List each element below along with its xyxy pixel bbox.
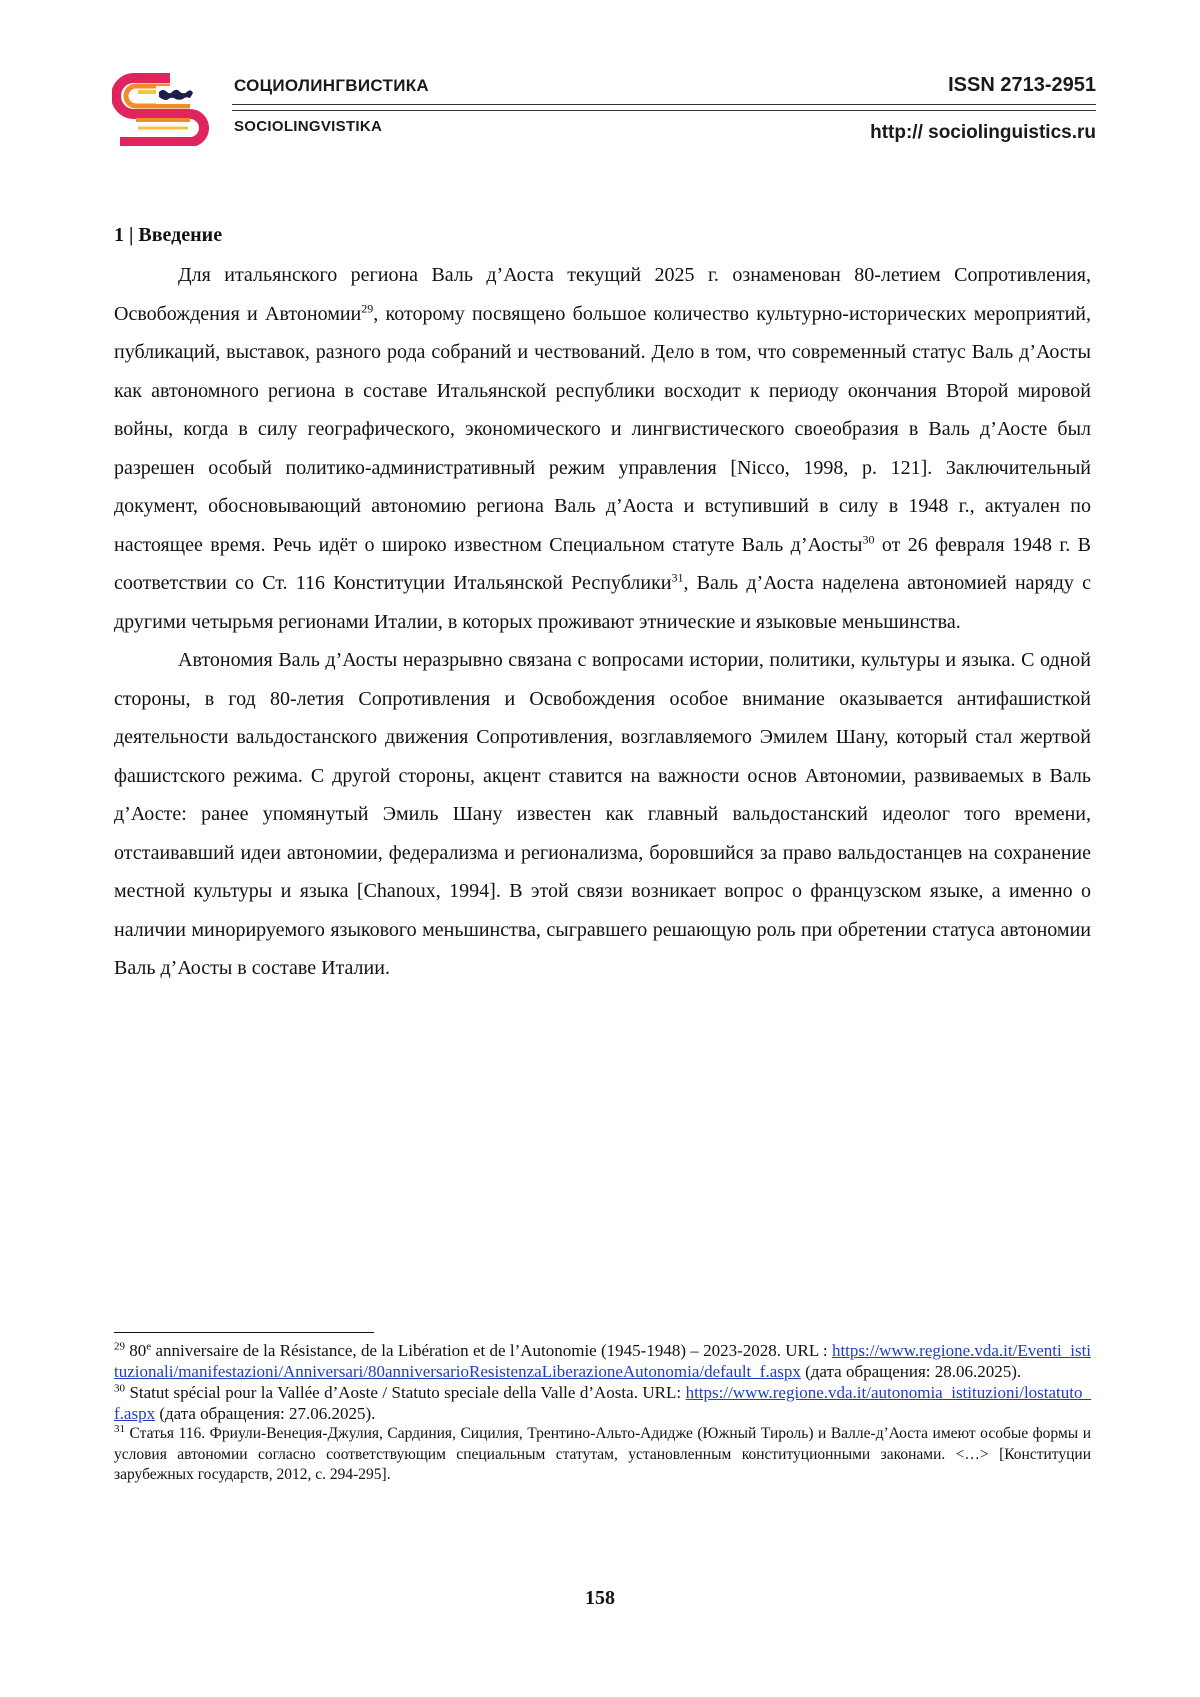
paragraph-1: [114, 256, 1091, 641]
page-header: [112, 70, 1096, 150]
footnote-29: [114, 1340, 1091, 1382]
footnote-31: [114, 1424, 1091, 1486]
footnote-number: 31: [114, 1422, 125, 1435]
footnote-ref-29[interactable]: 29: [361, 300, 374, 315]
footnote-number: 30: [114, 1382, 125, 1395]
section-heading: 1 | Введение: [114, 224, 223, 246]
journal-logo-icon: [112, 72, 212, 146]
paragraph-1-part-4: , Валь д’Аоста наделена автономией наряду с другими четырьмя регионами Италии, в которых проживают этнические и языковые меньшинства.: [114, 572, 1091, 633]
page-number: 158: [585, 1587, 615, 1609]
footnote-ref-31[interactable]: 31: [671, 570, 684, 585]
header-rule-top: [232, 104, 1096, 105]
issn: ISSN 2713-2951: [948, 74, 1096, 96]
paragraph-1-part-2: , которому посвящено большое количество культурно-исторических мероприятий, публикаций, выставок, разного рода собраний и чествований. Дело в том, что современный статус Валь д’Аосты как автономного региона в составе Итальянской республики восходит к периоду окончания Второй мировой войны, когда в силу географического, экономического и лингвистического своеобразия в Валь д’Аосте был разрешен особый политико-административный режим управления [Nicco, 1998, p. 121]. Заключительный документ, обосновывающий автономию региона Валь д’Аоста и вступивший в силу в 1948 г., актуален по настоящее время. Речь идёт о широко известном Специальном статуте Валь д’Аосты: [114, 302, 1091, 556]
paragraph-1-part-1: Для итальянского региона Валь д’Аоста текущий 2025 г. ознаменован 80-летием Сопротивления, Освобождения и Автономии: [114, 264, 1091, 325]
journal-title-ru: СОЦИОЛИНГВИСТИКА: [234, 76, 429, 95]
footnote-text: 80: [125, 1341, 147, 1360]
footnotes: [114, 1340, 1091, 1486]
footnote-ref-30[interactable]: 30: [862, 531, 875, 546]
paragraph-2: Автономия Валь д’Аосты неразрывно связана с вопросами истории, политики, культуры и языка. С одной стороны, в год 80-летия Сопротивления и Освобождения особое внимание оказывается антифашисткой деятельности вальдостанского движения Сопротивления, возглавляемого Эмилем Шану, который стал жертвой фашистского режима. С другой стороны, акцент ставится на важности основ Автономии, развиваемых в Валь д’Аосте: ранее упомянутый Эмиль Шану известен как главный вальдостанский идеолог того времени, отстаивавший идеи автономии, федерализма и регионализма, боровшийся за право вальдостанцев на сохранение местной культуры и языка [Chanoux, 1994]. В этой связи возникает вопрос о французском языке, а именно о наличии минорируемого языкового меньшинства, сыгравшего решающую роль при обретении статуса автономии Валь д’Аосты в составе Италии.: [114, 649, 1091, 979]
journal-website: http:// sociolinguistics.ru: [870, 122, 1096, 143]
footnote-text: anniversaire de la Résistance, de la Libération et de l’Autonomie (1945-1948) – 2023-2028. URL :: [151, 1341, 832, 1360]
footnote-text: Статья 116. Фриули-Венеция-Джулия, Сардиния, Сицилия, Трентино-Альто-Адидже (Южный Тироль) и Валле-д’Аоста имеют особые формы и условия автономии согласно соответствующим специальным статутам, установленным конституционными законами. <…> [Конституции зарубежных государств, 2012, с. 294-295].: [114, 1425, 1091, 1483]
paragraph-1-part-3: от 26 февраля 1948 г. В соответствии со Ст. 116 Конституции Итальянской Республики: [114, 533, 1091, 594]
article-body: [114, 220, 1091, 988]
footnote-separator: [114, 1332, 374, 1333]
footnote-text: (дата обращения: 27.06.2025).: [155, 1404, 376, 1423]
footnote-30: [114, 1382, 1091, 1424]
header-rule-bottom: [232, 110, 1096, 111]
footnote-29-link[interactable]: https://www.regione.vda.it/Eventi_istituzionali/manifestazioni/Anniversari/80anniversarioResistenzaLiberazioneAutonomia/default_f.aspx: [114, 1341, 1092, 1381]
journal-title-en: SOCIOLINGVISTIKA: [234, 118, 383, 135]
footnote-30-link[interactable]: https://www.regione.vda.it/autonomia_istituzioni/lostatuto_f.aspx: [114, 1383, 1091, 1423]
footnote-number: 29: [114, 1340, 125, 1353]
footnote-text: Statut spécial pour la Vallée d’Aoste / Statuto speciale della Valle d’Aosta. URL:: [125, 1383, 686, 1402]
footnote-text: (дата обращения: 28.06.2025).: [800, 1362, 1022, 1381]
superscript-e: e: [146, 1340, 152, 1353]
